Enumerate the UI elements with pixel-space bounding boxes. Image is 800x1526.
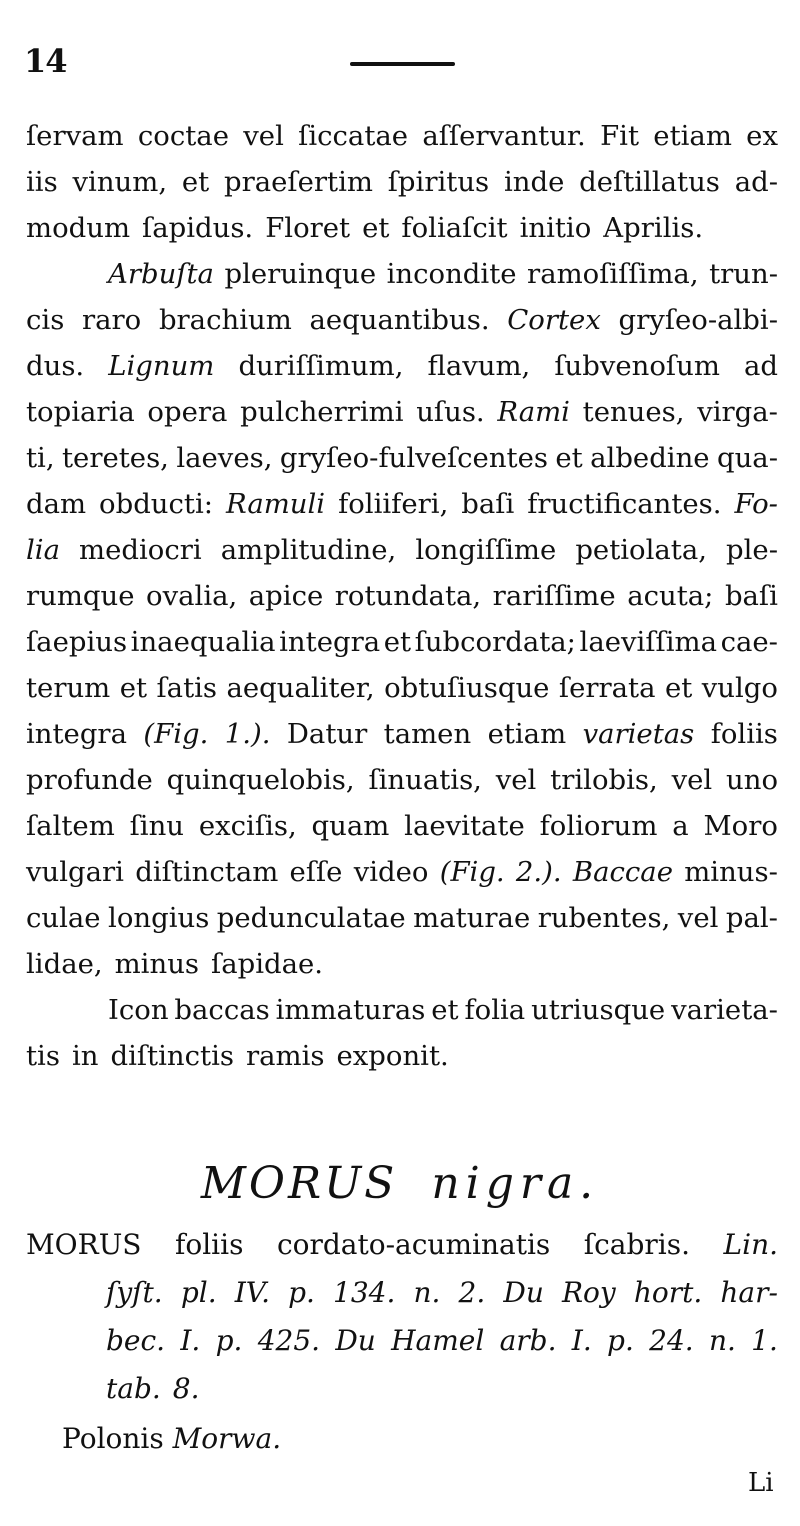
- word: ſaltem: [26, 810, 115, 842]
- text-line: [26, 389, 778, 435]
- word: et: [555, 442, 583, 474]
- word: incondite: [386, 258, 517, 290]
- word: ſatis: [156, 672, 218, 704]
- word: folia: [464, 994, 526, 1026]
- text-line: [26, 1033, 778, 1079]
- word: 134.: [333, 1276, 396, 1309]
- word: mediocri: [79, 534, 202, 566]
- word: tab.: [106, 1372, 161, 1405]
- word: culae: [26, 902, 101, 934]
- word: a: [672, 810, 689, 842]
- word: gryſeo-albi-: [618, 304, 778, 336]
- text-line: [26, 573, 778, 619]
- word: albedine: [590, 442, 710, 474]
- word: n.: [413, 1276, 441, 1309]
- word: baſi: [461, 488, 515, 520]
- text-line: [26, 895, 778, 941]
- word: 1.: [751, 1324, 778, 1357]
- word: baſi: [724, 580, 778, 612]
- word: rumque: [26, 580, 135, 612]
- word: flavum,: [427, 350, 531, 382]
- text-line: [26, 343, 778, 389]
- word: ſinu: [129, 810, 185, 842]
- word: topiaria: [26, 396, 135, 428]
- word: ſiccatae: [298, 120, 409, 152]
- word: 425.: [257, 1324, 321, 1357]
- species-epithet: nigra.: [431, 1158, 600, 1209]
- word: quam: [311, 810, 390, 842]
- word: virga-: [697, 396, 778, 428]
- word: minus-: [684, 856, 778, 888]
- word: ad: [743, 350, 778, 382]
- word: et: [431, 994, 459, 1026]
- genus-name: MORUS: [200, 1158, 398, 1209]
- text-line: [26, 205, 778, 251]
- word: Moro: [703, 810, 778, 842]
- word: rotundata,: [334, 580, 482, 612]
- word: qua-: [716, 442, 778, 474]
- word: lia: [26, 534, 60, 566]
- vernacular-prefix: Polonis: [62, 1422, 164, 1455]
- catchword: Li: [748, 1468, 774, 1498]
- word: Hamel: [391, 1324, 485, 1357]
- word: baccas: [174, 994, 270, 1026]
- word: amplitudine,: [220, 534, 397, 566]
- word: Arbuſta: [108, 258, 214, 290]
- word: tamen: [383, 718, 472, 750]
- word: maturae: [413, 902, 531, 934]
- word: ſapidus.: [142, 212, 254, 244]
- word: tis: [26, 1040, 60, 1072]
- word: Fo-: [734, 488, 778, 520]
- word: ſubcordata;: [414, 626, 576, 658]
- word: in: [71, 1040, 99, 1072]
- vernacular-word: Morwa.: [172, 1422, 282, 1455]
- word: IV.: [234, 1276, 270, 1309]
- word: foliiferi,: [338, 488, 449, 520]
- word: inaequalia: [130, 626, 276, 658]
- word: ex: [746, 120, 778, 152]
- text-line: [26, 251, 778, 297]
- word: laeviſſima: [579, 626, 717, 658]
- word: Icon: [108, 994, 169, 1026]
- synonymy-line: [26, 1269, 778, 1317]
- word: et: [383, 626, 412, 658]
- text-line: [26, 803, 778, 849]
- word: Du: [503, 1276, 544, 1309]
- word: integra: [26, 718, 127, 750]
- word: ſcabris.: [583, 1228, 691, 1261]
- word: Ramuli: [225, 488, 326, 520]
- word: video: [353, 856, 429, 888]
- text-line: [26, 619, 778, 665]
- word: Rami: [497, 396, 570, 428]
- word: integra: [279, 626, 381, 658]
- text-line: [26, 941, 778, 987]
- text-line: [26, 481, 778, 527]
- word: cae-: [720, 626, 778, 658]
- word: ſervam: [26, 120, 124, 152]
- word: diſtinctis: [110, 1040, 234, 1072]
- header-rule: [350, 62, 455, 66]
- word: trun-: [709, 258, 778, 290]
- synonymy-line: [26, 1317, 778, 1365]
- word: Du: [335, 1324, 376, 1357]
- word: p.: [607, 1324, 634, 1357]
- word: ſyſt.: [106, 1276, 163, 1309]
- word: Fit: [600, 120, 640, 152]
- word: modum: [26, 212, 131, 244]
- word: varietas: [582, 718, 695, 750]
- word: profunde: [26, 764, 153, 796]
- word: har-: [720, 1276, 778, 1309]
- word: acuta;: [627, 580, 714, 612]
- word: n.: [708, 1324, 736, 1357]
- word: vel: [495, 764, 537, 796]
- word: aſſervantur.: [422, 120, 586, 152]
- text-line: [26, 297, 778, 343]
- page-number: 14: [24, 42, 67, 80]
- word: utriusque: [531, 994, 666, 1026]
- word: vel: [677, 902, 719, 934]
- word: brachium: [158, 304, 292, 336]
- word: arb.: [499, 1324, 557, 1357]
- text-line: [26, 987, 778, 1033]
- word: etiam: [653, 120, 732, 152]
- word: et: [181, 166, 210, 198]
- word: Baccae: [572, 856, 673, 888]
- word: dus.: [26, 350, 85, 382]
- word: Lignum: [108, 350, 215, 382]
- word: vulgo: [701, 672, 778, 704]
- word: aequantibus.: [309, 304, 490, 336]
- word: obducti:: [99, 488, 214, 520]
- word: ad-: [734, 166, 778, 198]
- word: opera: [147, 396, 228, 428]
- word: p.: [288, 1276, 315, 1309]
- word: 1.).: [224, 718, 271, 750]
- word: vel: [243, 120, 284, 152]
- word: raro: [82, 304, 142, 336]
- species-heading: [0, 1158, 800, 1209]
- word: aequaliter,: [226, 672, 375, 704]
- word: vulgari: [26, 856, 124, 888]
- word: foliis: [174, 1228, 244, 1261]
- text-line: [26, 849, 778, 895]
- word: apice: [248, 580, 324, 612]
- word: trilobis,: [550, 764, 658, 796]
- word: petiolata,: [575, 534, 707, 566]
- word: foliorum: [539, 810, 658, 842]
- word: exponit.: [336, 1040, 449, 1072]
- word: pal-: [725, 902, 778, 934]
- word: Floret: [265, 212, 351, 244]
- word: ple-: [726, 534, 778, 566]
- word: pedunculatae: [216, 902, 406, 934]
- word: etiam: [487, 718, 567, 750]
- word: ti,: [26, 442, 55, 474]
- word: pleruinque: [224, 258, 377, 290]
- word: hort.: [633, 1276, 703, 1309]
- text-line: [26, 757, 778, 803]
- word: ſinuatis,: [368, 764, 482, 796]
- word: 2.).: [515, 856, 562, 888]
- word: pl.: [180, 1276, 217, 1309]
- text-line: [26, 665, 778, 711]
- word: deſtillatus: [579, 166, 720, 198]
- word: immaturas: [275, 994, 426, 1026]
- word: initio: [519, 212, 592, 244]
- word: rubentes,: [537, 902, 671, 934]
- word: 24.: [649, 1324, 694, 1357]
- word: obtuſiusque: [384, 672, 550, 704]
- word: ſaepius: [26, 626, 128, 658]
- word: dam: [26, 488, 87, 520]
- word: laevitate: [404, 810, 525, 842]
- word: foliis: [710, 718, 778, 750]
- word: Lin.: [723, 1228, 778, 1261]
- word: et: [362, 212, 390, 244]
- word: praeſertim: [224, 166, 373, 198]
- word: diſtinctam: [135, 856, 279, 888]
- word: vel: [671, 764, 713, 796]
- word: ramoſiſſima,: [527, 258, 699, 290]
- word: p.: [215, 1324, 243, 1357]
- word: longiſſime: [415, 534, 557, 566]
- text-line: [26, 113, 778, 159]
- word: pulcherrimi: [240, 396, 404, 428]
- word: 8.: [172, 1372, 200, 1405]
- word: varieta-: [671, 994, 778, 1026]
- word: tenues,: [582, 396, 685, 428]
- word: ramis: [245, 1040, 325, 1072]
- word: 2.: [458, 1276, 486, 1309]
- text-line: [26, 159, 778, 205]
- word: uſus.: [416, 396, 485, 428]
- word: terum: [26, 672, 111, 704]
- word: quinquelobis,: [166, 764, 355, 796]
- synonymy-block: [26, 1221, 778, 1413]
- word: I.: [180, 1324, 201, 1357]
- word: vinum,: [72, 166, 168, 198]
- word: MORUS: [26, 1228, 142, 1261]
- synonymy-line: [26, 1365, 778, 1413]
- synonymy-line: [26, 1221, 778, 1269]
- word: bec.: [106, 1324, 166, 1357]
- word: et: [664, 672, 693, 704]
- word: eſſe: [289, 856, 343, 888]
- word: Roy: [561, 1276, 616, 1309]
- text-line: [26, 711, 778, 757]
- main-paragraphs: [26, 113, 778, 1079]
- word: cis: [26, 304, 65, 336]
- word: iis: [26, 166, 58, 198]
- word: minus: [114, 948, 200, 980]
- word: lidae,: [26, 948, 103, 980]
- word: (Fig.: [143, 718, 209, 750]
- word: Aprilis.: [603, 212, 704, 244]
- word: fructificantes.: [527, 488, 722, 520]
- word: exciſis,: [198, 810, 297, 842]
- word: teretes,: [62, 442, 169, 474]
- word: cordato-acuminatis: [276, 1228, 551, 1261]
- word: rariſſime: [492, 580, 616, 612]
- word: longius: [108, 902, 210, 934]
- word: et: [119, 672, 148, 704]
- word: Datur: [286, 718, 368, 750]
- word: ovalia,: [146, 580, 238, 612]
- word: coctae: [137, 120, 229, 152]
- word: ſapidae.: [211, 948, 324, 980]
- word: inde: [503, 166, 565, 198]
- word: duriſſimum,: [238, 350, 404, 382]
- word: ſpiritus: [387, 166, 490, 198]
- text-line: [26, 527, 778, 573]
- word: I.: [571, 1324, 592, 1357]
- word: ſerrata: [558, 672, 656, 704]
- text-line: [26, 435, 778, 481]
- word: ſubvenoſum: [554, 350, 720, 382]
- word: uno: [726, 764, 778, 796]
- word: gryſeo-fulveſcentes: [279, 442, 548, 474]
- word: laeves,: [176, 442, 273, 474]
- vernacular-name: [62, 1422, 281, 1455]
- word: Cortex: [507, 304, 601, 336]
- word: foliaſcit: [401, 212, 508, 244]
- word: (Fig.: [439, 856, 505, 888]
